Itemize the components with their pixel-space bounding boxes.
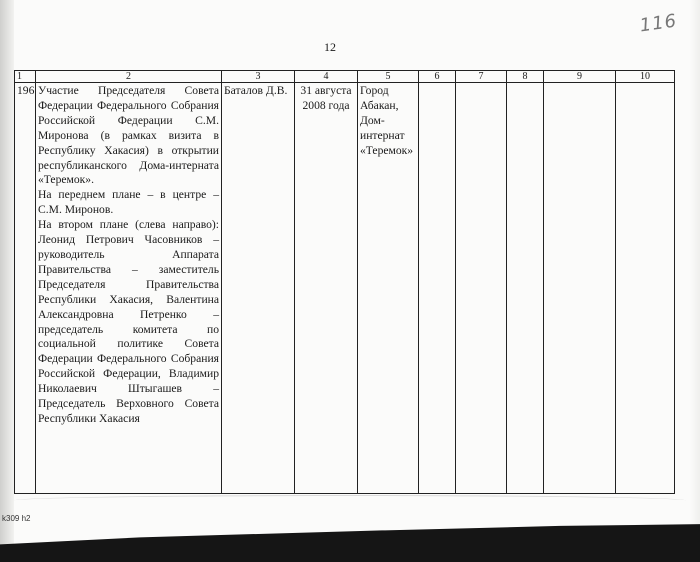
row-date: 31 августа 2008 года bbox=[295, 83, 358, 494]
row-col-7 bbox=[456, 83, 507, 494]
description-paragraph: На втором плане (слева направо): Леонид Петрович Часовников – руководитель Аппарата Правительства – заместитель Председателя Правительства Республики Хакасия, Валентина Александровна Петренко – председатель комитета по социальной политике Совета Федерации Федерального Собрания Российской Федерации, Владимир Николаевич Штыгашев – Председатель Верховного Совета Республики Хакасия bbox=[38, 218, 219, 425]
header-col-6: 6 bbox=[419, 71, 456, 83]
description-paragraph: Участие Председателя Совета Федерации Федерального Собрания Российской Федерации С.М. Миронова (в рамках визита в Республику Хакасия) в открытии республиканского Дома-интерната «Теремок». bbox=[38, 84, 219, 187]
header-col-2: 2 bbox=[36, 71, 222, 83]
inventory-table bbox=[14, 70, 675, 494]
page-curl-line bbox=[14, 495, 686, 506]
header-col-7: 7 bbox=[456, 71, 507, 83]
header-col-10: 10 bbox=[616, 71, 675, 83]
header-col-1: 1 bbox=[15, 71, 36, 83]
header-col-4: 4 bbox=[295, 71, 358, 83]
scan-shadow bbox=[0, 518, 700, 562]
header-col-5: 5 bbox=[358, 71, 419, 83]
header-col-9: 9 bbox=[544, 71, 616, 83]
row-col-8 bbox=[507, 83, 544, 494]
description-paragraph: На переднем плане – в центре – С.М. Миронов. bbox=[38, 188, 219, 217]
row-col-10 bbox=[616, 83, 675, 494]
row-col-9 bbox=[544, 83, 616, 494]
row-author: Баталов Д.В. bbox=[222, 83, 295, 494]
table-row bbox=[15, 83, 675, 494]
binding-edge bbox=[0, 0, 14, 562]
footer-code: k309 h2 bbox=[2, 514, 31, 523]
header-row bbox=[15, 71, 675, 83]
header-col-3: 3 bbox=[222, 71, 295, 83]
handwritten-sheet-number: 116 bbox=[638, 10, 679, 37]
row-place: Город Абакан, Дом-интернат «Теремок» bbox=[358, 83, 419, 494]
inventory-table-wrapper bbox=[14, 70, 674, 495]
row-col-6 bbox=[419, 83, 456, 494]
header-col-8: 8 bbox=[507, 71, 544, 83]
row-number: 196 bbox=[15, 83, 36, 494]
row-description bbox=[36, 83, 222, 494]
page-number: 12 bbox=[324, 40, 336, 54]
